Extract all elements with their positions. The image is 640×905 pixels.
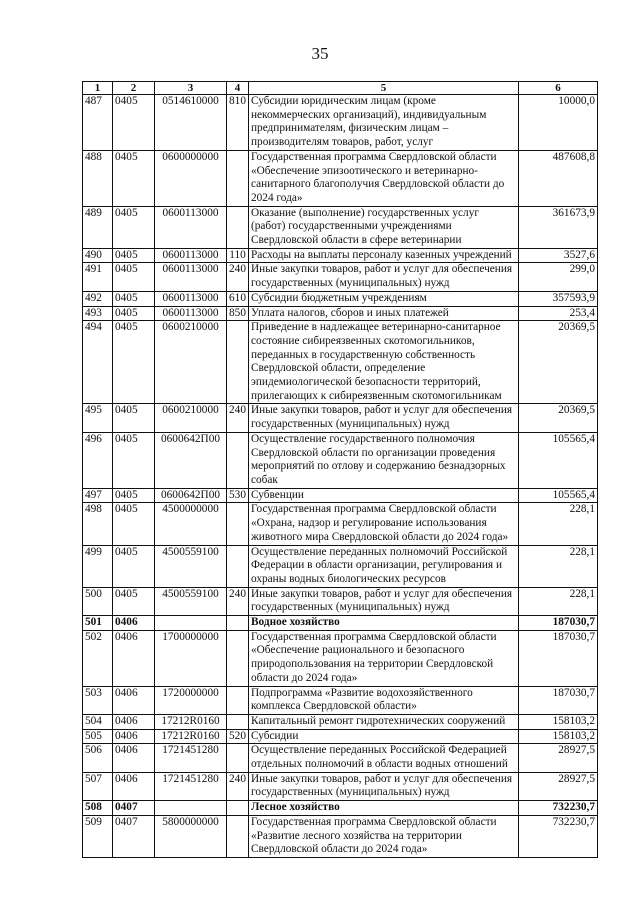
item-name-cell: Государственная программа Свердловской области «Обеспечение рационального и безопасного природопользования на территории Свердловской области до 2024 года» <box>249 630 519 686</box>
amount-cell: 105565,4 <box>519 432 598 488</box>
row-number-cell: 489 <box>83 206 113 248</box>
table-row <box>83 616 598 631</box>
row-number-cell: 506 <box>83 744 113 772</box>
amount-cell: 228,1 <box>519 587 598 615</box>
table-row <box>83 488 598 503</box>
amount-cell: 20369,5 <box>519 321 598 404</box>
section-code-cell: 0406 <box>113 616 155 631</box>
target-article-cell: 5800000000 <box>155 815 227 857</box>
item-name-cell: Государственная программа Свердловской области «Охрана, надзор и регулирование использования животного мира Свердловской области до 2024 года» <box>249 503 519 545</box>
section-code-cell: 0405 <box>113 587 155 615</box>
table-row <box>83 263 598 291</box>
target-article-cell <box>155 801 227 816</box>
amount-cell: 732230,7 <box>519 801 598 816</box>
row-number-cell: 504 <box>83 714 113 729</box>
section-code-cell: 0407 <box>113 815 155 857</box>
expense-type-cell <box>227 686 249 714</box>
section-code-cell: 0406 <box>113 772 155 800</box>
amount-cell: 357593,9 <box>519 291 598 306</box>
row-number-cell: 487 <box>83 95 113 151</box>
table-row <box>83 587 598 615</box>
target-article-cell: 0600113000 <box>155 248 227 263</box>
amount-cell: 732230,7 <box>519 815 598 857</box>
target-article-cell: 4500559100 <box>155 587 227 615</box>
table-body <box>83 95 598 858</box>
table-row <box>83 306 598 321</box>
header-col-1: 1 <box>83 82 113 95</box>
item-name-cell: Государственная программа Свердловской области «Развитие лесного хозяйства на территории Свердловской области до 2024 года» <box>249 815 519 857</box>
expense-type-cell <box>227 616 249 631</box>
section-code-cell: 0405 <box>113 263 155 291</box>
row-number-cell: 499 <box>83 545 113 587</box>
header-col-6: 6 <box>519 82 598 95</box>
section-code-cell: 0406 <box>113 729 155 744</box>
row-number-cell: 509 <box>83 815 113 857</box>
amount-cell: 253,4 <box>519 306 598 321</box>
item-name-cell: Субсидии юридическим лицам (кроме некоммерческих организаций), индивидуальным предпринимателям, физическим лицам – производителям товаров, работ, услуг <box>249 95 519 151</box>
expense-type-cell: 520 <box>227 729 249 744</box>
item-name-cell: Государственная программа Свердловской области «Обеспечение эпизоотического и ветеринарно-санитарного благополучия Свердловской области до 2024 года» <box>249 150 519 206</box>
row-number-cell: 500 <box>83 587 113 615</box>
section-code-cell: 0405 <box>113 291 155 306</box>
item-name-cell: Оказание (выполнение) государственных услуг (работ) государственными учреждениями Свердловской области в сфере ветеринарии <box>249 206 519 248</box>
item-name-cell: Иные закупки товаров, работ и услуг для обеспечения государственных (муниципальных) нужд <box>249 404 519 432</box>
header-col-4: 4 <box>227 82 249 95</box>
target-article-cell: 0600642П00 <box>155 432 227 488</box>
table-row <box>83 815 598 857</box>
expense-type-cell: 240 <box>227 263 249 291</box>
amount-cell: 228,1 <box>519 503 598 545</box>
target-article-cell: 4500000000 <box>155 503 227 545</box>
table-row <box>83 291 598 306</box>
target-article-cell: 1720000000 <box>155 686 227 714</box>
target-article-cell: 17212R0160 <box>155 714 227 729</box>
amount-cell: 28927,5 <box>519 744 598 772</box>
target-article-cell: 0600210000 <box>155 321 227 404</box>
table-row <box>83 248 598 263</box>
section-code-cell: 0407 <box>113 801 155 816</box>
section-code-cell: 0406 <box>113 744 155 772</box>
budget-table <box>82 81 598 858</box>
row-number-cell: 498 <box>83 503 113 545</box>
table-row <box>83 404 598 432</box>
item-name-cell: Расходы на выплаты персоналу казенных учреждений <box>249 248 519 263</box>
expense-type-cell <box>227 503 249 545</box>
expense-type-cell <box>227 150 249 206</box>
item-name-cell: Капитальный ремонт гидротехнических сооружений <box>249 714 519 729</box>
item-name-cell: Подпрограмма «Развитие водохозяйственного комплекса Свердловской области» <box>249 686 519 714</box>
item-name-cell: Иные закупки товаров, работ и услуг для обеспечения государственных (муниципальных) нужд <box>249 772 519 800</box>
target-article-cell: 4500559100 <box>155 545 227 587</box>
table-row <box>83 744 598 772</box>
table-row <box>83 714 598 729</box>
amount-cell: 228,1 <box>519 545 598 587</box>
item-name-cell: Осуществление государственного полномочия Свердловской области по организации проведения мероприятий по отлову и содержанию безнадзорных собак <box>249 432 519 488</box>
item-name-cell: Субвенции <box>249 488 519 503</box>
section-code-cell: 0405 <box>113 321 155 404</box>
row-number-cell: 501 <box>83 616 113 631</box>
header-col-2: 2 <box>113 82 155 95</box>
target-article-cell: 0600113000 <box>155 306 227 321</box>
section-code-cell: 0405 <box>113 306 155 321</box>
target-article-cell: 1721451280 <box>155 772 227 800</box>
section-code-cell: 0406 <box>113 714 155 729</box>
section-code-cell: 0405 <box>113 206 155 248</box>
table-row <box>83 772 598 800</box>
row-number-cell: 496 <box>83 432 113 488</box>
target-article-cell: 1700000000 <box>155 630 227 686</box>
expense-type-cell: 240 <box>227 404 249 432</box>
expense-type-cell <box>227 744 249 772</box>
section-code-cell: 0405 <box>113 248 155 263</box>
table-row <box>83 801 598 816</box>
section-code-cell: 0405 <box>113 488 155 503</box>
item-name-cell: Лесное хозяйство <box>249 801 519 816</box>
section-code-cell: 0405 <box>113 432 155 488</box>
header-col-5: 5 <box>249 82 519 95</box>
table-row <box>83 630 598 686</box>
target-article-cell: 0600000000 <box>155 150 227 206</box>
section-code-cell: 0405 <box>113 404 155 432</box>
target-article-cell: 0600113000 <box>155 263 227 291</box>
item-name-cell: Приведение в надлежащее ветеринарно-санитарное состояние сибиреязвенных скотомогильников, переданных в государственную собственность Свердловской области, определение эпидемиологической безопасности территорий, прилегающих к сибиреязвенным скотомогильникам <box>249 321 519 404</box>
row-number-cell: 502 <box>83 630 113 686</box>
table-header-row <box>83 82 598 95</box>
row-number-cell: 493 <box>83 306 113 321</box>
amount-cell: 28927,5 <box>519 772 598 800</box>
expense-type-cell <box>227 432 249 488</box>
item-name-cell: Осуществление переданных Российской Федерацией отдельных полномочий в области водных отношений <box>249 744 519 772</box>
item-name-cell: Субсидии <box>249 729 519 744</box>
table-row <box>83 545 598 587</box>
expense-type-cell: 610 <box>227 291 249 306</box>
expense-type-cell <box>227 545 249 587</box>
row-number-cell: 494 <box>83 321 113 404</box>
table-row <box>83 432 598 488</box>
amount-cell: 158103,2 <box>519 714 598 729</box>
amount-cell: 487608,8 <box>519 150 598 206</box>
expense-type-cell <box>227 714 249 729</box>
item-name-cell: Субсидии бюджетным учреждениям <box>249 291 519 306</box>
target-article-cell: 0600210000 <box>155 404 227 432</box>
item-name-cell: Осуществление переданных полномочий Российской Федерации в области организации, регулирования и охраны водных биологических ресурсов <box>249 545 519 587</box>
expense-type-cell <box>227 206 249 248</box>
table-row <box>83 150 598 206</box>
row-number-cell: 495 <box>83 404 113 432</box>
expense-type-cell <box>227 801 249 816</box>
amount-cell: 158103,2 <box>519 729 598 744</box>
item-name-cell: Уплата налогов, сборов и иных платежей <box>249 306 519 321</box>
table-row <box>83 321 598 404</box>
row-number-cell: 505 <box>83 729 113 744</box>
amount-cell: 3527,6 <box>519 248 598 263</box>
target-article-cell: 17212R0160 <box>155 729 227 744</box>
table-row <box>83 686 598 714</box>
amount-cell: 105565,4 <box>519 488 598 503</box>
amount-cell: 299,0 <box>519 263 598 291</box>
table-row <box>83 95 598 151</box>
header-col-3: 3 <box>155 82 227 95</box>
row-number-cell: 508 <box>83 801 113 816</box>
expense-type-cell: 240 <box>227 772 249 800</box>
amount-cell: 361673,9 <box>519 206 598 248</box>
section-code-cell: 0406 <box>113 686 155 714</box>
target-article-cell: 0600642П00 <box>155 488 227 503</box>
amount-cell: 187030,7 <box>519 630 598 686</box>
row-number-cell: 490 <box>83 248 113 263</box>
table-row <box>83 206 598 248</box>
amount-cell: 10000,0 <box>519 95 598 151</box>
target-article-cell <box>155 616 227 631</box>
section-code-cell: 0405 <box>113 150 155 206</box>
section-code-cell: 0405 <box>113 95 155 151</box>
amount-cell: 20369,5 <box>519 404 598 432</box>
row-number-cell: 492 <box>83 291 113 306</box>
row-number-cell: 491 <box>83 263 113 291</box>
expense-type-cell: 850 <box>227 306 249 321</box>
item-name-cell: Иные закупки товаров, работ и услуг для обеспечения государственных (муниципальных) нужд <box>249 263 519 291</box>
section-code-cell: 0406 <box>113 630 155 686</box>
table-row <box>83 503 598 545</box>
item-name-cell: Водное хозяйство <box>249 616 519 631</box>
amount-cell: 187030,7 <box>519 616 598 631</box>
expense-type-cell: 530 <box>227 488 249 503</box>
section-code-cell: 0405 <box>113 503 155 545</box>
row-number-cell: 507 <box>83 772 113 800</box>
target-article-cell: 0600113000 <box>155 291 227 306</box>
row-number-cell: 503 <box>83 686 113 714</box>
section-code-cell: 0405 <box>113 545 155 587</box>
row-number-cell: 488 <box>83 150 113 206</box>
table-row <box>83 729 598 744</box>
target-article-cell: 0600113000 <box>155 206 227 248</box>
expense-type-cell <box>227 321 249 404</box>
page-number: 35 <box>311 44 329 63</box>
target-article-cell: 1721451280 <box>155 744 227 772</box>
row-number-cell: 497 <box>83 488 113 503</box>
expense-type-cell: 240 <box>227 587 249 615</box>
item-name-cell: Иные закупки товаров, работ и услуг для обеспечения государственных (муниципальных) нужд <box>249 587 519 615</box>
expense-type-cell: 110 <box>227 248 249 263</box>
amount-cell: 187030,7 <box>519 686 598 714</box>
expense-type-cell <box>227 630 249 686</box>
expense-type-cell <box>227 815 249 857</box>
target-article-cell: 0514610000 <box>155 95 227 151</box>
expense-type-cell: 810 <box>227 95 249 151</box>
